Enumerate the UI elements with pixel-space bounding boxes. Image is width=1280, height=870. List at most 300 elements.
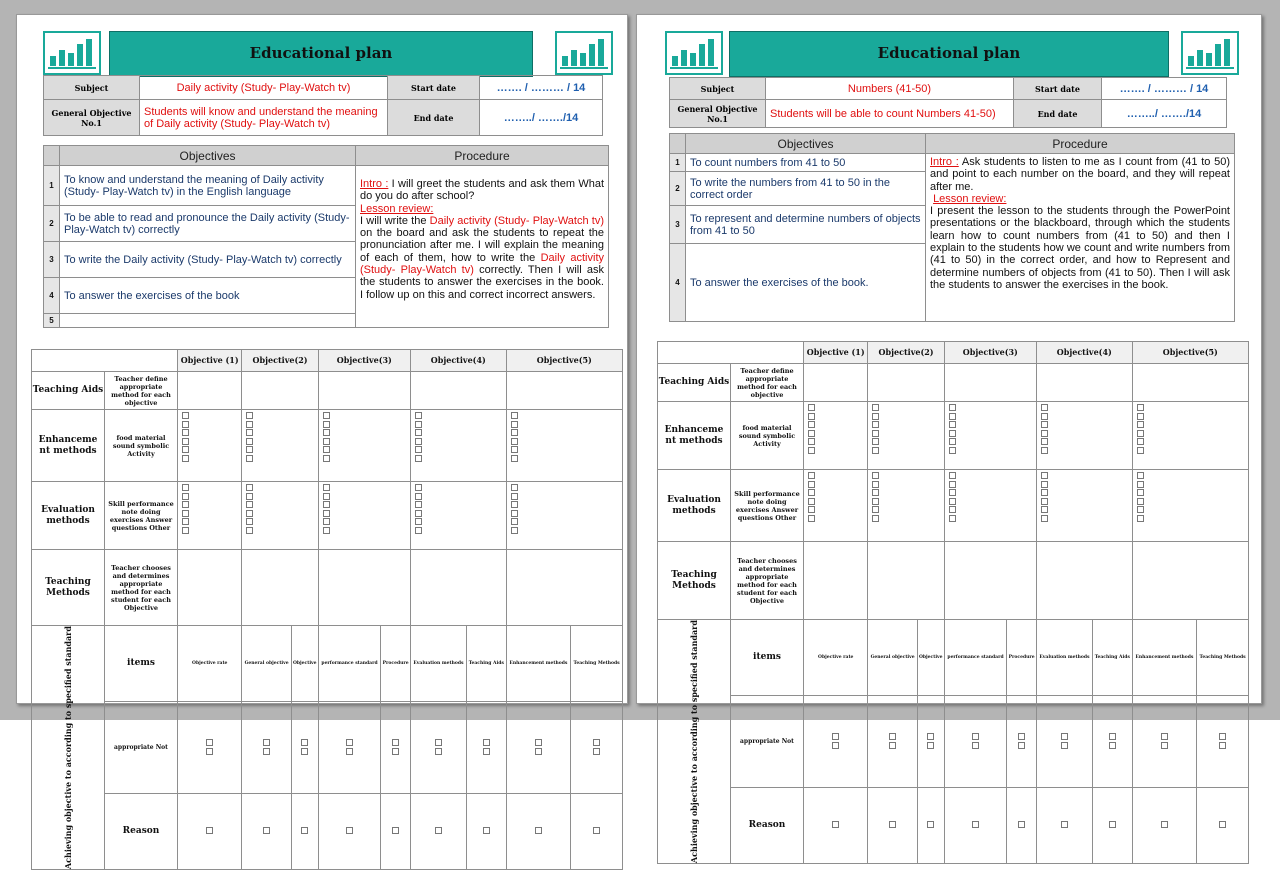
- checkbox[interactable]: [346, 739, 353, 746]
- checkbox[interactable]: [949, 413, 956, 420]
- checkbox[interactable]: [1137, 489, 1144, 496]
- grid-cell: [1132, 402, 1248, 470]
- checkbox[interactable]: [301, 739, 308, 746]
- checkbox[interactable]: [301, 827, 308, 834]
- right-page-title: Educational plan: [877, 44, 1021, 62]
- checkbox[interactable]: [182, 455, 189, 462]
- checkbox[interactable]: [511, 510, 518, 517]
- chart-logo-icon: [555, 31, 613, 75]
- checkbox[interactable]: [392, 827, 399, 834]
- checkbox[interactable]: [872, 506, 879, 513]
- objectives-header: Objectives: [686, 134, 926, 154]
- checkbox[interactable]: [1219, 733, 1226, 740]
- checkbox[interactable]: [808, 421, 815, 428]
- checkbox[interactable]: [949, 489, 956, 496]
- grid-cell[interactable]: [178, 550, 242, 626]
- row-sub-label: food material sound symbolic Activity: [105, 410, 178, 482]
- checkbox[interactable]: [511, 429, 518, 436]
- grid-cell: [466, 794, 506, 870]
- checkbox[interactable]: [246, 493, 253, 500]
- checkbox[interactable]: [246, 518, 253, 525]
- grid-cell: [318, 482, 410, 550]
- checkbox[interactable]: [182, 446, 189, 453]
- checkbox[interactable]: [872, 447, 879, 454]
- checkbox[interactable]: [246, 510, 253, 517]
- checkbox[interactable]: [182, 438, 189, 445]
- checkbox[interactable]: [872, 481, 879, 488]
- checkbox[interactable]: [415, 438, 422, 445]
- checkbox[interactable]: [808, 498, 815, 505]
- checkbox[interactable]: [323, 527, 330, 534]
- checkbox[interactable]: [415, 518, 422, 525]
- checkbox[interactable]: [1137, 421, 1144, 428]
- checkbox[interactable]: [1041, 413, 1048, 420]
- row-sub-label: Teacher chooses and determines appropriate method for each student for each Objective: [731, 542, 804, 620]
- achieving-item: Evaluation methods: [410, 626, 466, 702]
- grid-cell: [1036, 695, 1092, 788]
- general-objective-value: Students will be able to count Numbers 41-50): [766, 100, 1014, 128]
- checkbox[interactable]: [1137, 413, 1144, 420]
- checkbox[interactable]: [535, 748, 542, 755]
- checkbox[interactable]: [415, 429, 422, 436]
- grid-cell: [410, 482, 506, 550]
- achieving-item: Evaluation methods: [1036, 620, 1092, 696]
- left-page-title: Educational plan: [249, 44, 393, 62]
- checkbox[interactable]: [927, 742, 934, 749]
- checkbox[interactable]: [182, 493, 189, 500]
- checkbox[interactable]: [593, 827, 600, 834]
- checkbox[interactable]: [415, 446, 422, 453]
- checkbox[interactable]: [483, 748, 490, 755]
- checkbox[interactable]: [949, 438, 956, 445]
- grid-cell: [944, 788, 1007, 864]
- checkbox[interactable]: [263, 748, 270, 755]
- row-sub-label: food material sound symbolic Activity: [731, 402, 804, 470]
- checkbox[interactable]: [808, 413, 815, 420]
- checkbox[interactable]: [246, 455, 253, 462]
- grid-cell: [804, 788, 868, 864]
- checkbox[interactable]: [1109, 733, 1116, 740]
- checkbox[interactable]: [246, 527, 253, 534]
- grid-cell: [1092, 788, 1132, 864]
- grid-cell: [506, 410, 622, 482]
- row-sub-label: Teacher define appropriate method for each objective: [731, 364, 804, 402]
- checkbox[interactable]: [872, 413, 879, 420]
- checkbox[interactable]: [346, 827, 353, 834]
- grid-cell: [318, 701, 381, 794]
- checkbox[interactable]: [1018, 742, 1025, 749]
- checkbox[interactable]: [872, 515, 879, 522]
- chart-logo-icon: [1181, 31, 1239, 75]
- subject-label: Subject: [44, 76, 140, 100]
- checkbox[interactable]: [1041, 515, 1048, 522]
- checkbox[interactable]: [323, 421, 330, 428]
- grid-cell: [410, 410, 506, 482]
- grid-cell: [506, 701, 571, 794]
- checkbox[interactable]: [511, 412, 518, 419]
- checkbox[interactable]: [301, 748, 308, 755]
- objective-column-header: Objective(4): [1036, 342, 1132, 364]
- checkbox[interactable]: [972, 742, 979, 749]
- checkbox[interactable]: [1137, 438, 1144, 445]
- grid-cell: [291, 794, 318, 870]
- objective-number: 2: [44, 206, 60, 242]
- right-header-bar: [729, 31, 1169, 77]
- objective-item: To represent and determine numbers of objects from 41 to 50: [686, 206, 926, 244]
- grid-cell[interactable]: [868, 542, 944, 620]
- checkbox[interactable]: [323, 510, 330, 517]
- checkbox[interactable]: [949, 506, 956, 513]
- chart-logo-icon: [665, 31, 723, 75]
- checkbox[interactable]: [263, 827, 270, 834]
- checkbox[interactable]: [1219, 821, 1226, 828]
- checkbox[interactable]: [415, 412, 422, 419]
- checkbox[interactable]: [1061, 742, 1068, 749]
- checkbox[interactable]: [323, 438, 330, 445]
- checkbox[interactable]: [1161, 742, 1168, 749]
- checkbox[interactable]: [1137, 447, 1144, 454]
- subject-value: Numbers (41-50): [766, 78, 1014, 100]
- checkbox[interactable]: [323, 484, 330, 491]
- left-lesson-plan: [16, 14, 628, 870]
- checkbox[interactable]: [246, 501, 253, 508]
- checkbox[interactable]: [949, 498, 956, 505]
- checkbox[interactable]: [535, 827, 542, 834]
- checkbox[interactable]: [808, 506, 815, 513]
- checkbox[interactable]: [182, 518, 189, 525]
- end-date-label: End date: [388, 100, 480, 136]
- checkbox[interactable]: [872, 472, 879, 479]
- checkbox[interactable]: [323, 501, 330, 508]
- checkbox[interactable]: [1041, 430, 1048, 437]
- checkbox[interactable]: [927, 821, 934, 828]
- checkbox[interactable]: [323, 518, 330, 525]
- checkbox[interactable]: [949, 472, 956, 479]
- checkbox[interactable]: [246, 429, 253, 436]
- grid-cell: [571, 701, 623, 794]
- checkbox[interactable]: [1041, 404, 1048, 411]
- checkbox[interactable]: [949, 515, 956, 522]
- checkbox[interactable]: [1137, 506, 1144, 513]
- appropriate-label: appropriate Not: [105, 701, 178, 794]
- grid-cell: [868, 402, 944, 470]
- checkbox[interactable]: [415, 510, 422, 517]
- checkbox[interactable]: [323, 446, 330, 453]
- checkbox[interactable]: [1041, 506, 1048, 513]
- checkbox[interactable]: [1041, 421, 1048, 428]
- checkbox[interactable]: [246, 412, 253, 419]
- checkbox[interactable]: [808, 489, 815, 496]
- grid-cell: [944, 402, 1036, 470]
- grid-cell: [242, 701, 291, 794]
- checkbox[interactable]: [808, 481, 815, 488]
- grid-cell[interactable]: [506, 550, 622, 626]
- checkbox[interactable]: [949, 404, 956, 411]
- checkbox[interactable]: [323, 455, 330, 462]
- checkbox[interactable]: [535, 739, 542, 746]
- checkbox[interactable]: [511, 493, 518, 500]
- checkbox[interactable]: [889, 821, 896, 828]
- objective-item: To be able to read and pronounce the Daily activity (Study- Play-Watch tv) correctly: [60, 206, 356, 242]
- grid-cell: [178, 410, 242, 482]
- checkbox[interactable]: [511, 527, 518, 534]
- intro-label: Intro :: [930, 156, 959, 168]
- checkbox[interactable]: [246, 484, 253, 491]
- checkbox[interactable]: [435, 827, 442, 834]
- grid-cell[interactable]: [944, 542, 1036, 620]
- checkbox[interactable]: [1109, 742, 1116, 749]
- start-date-value: ……. / ……… / 14: [480, 76, 603, 100]
- row-label: Teaching Methods: [32, 550, 105, 626]
- checkbox[interactable]: [1137, 404, 1144, 411]
- achieving-item: General objective: [242, 626, 291, 702]
- checkbox[interactable]: [1137, 498, 1144, 505]
- objective-column-header: Objective(5): [506, 350, 622, 372]
- checkbox[interactable]: [1041, 438, 1048, 445]
- checkbox[interactable]: [415, 493, 422, 500]
- checkbox[interactable]: [246, 446, 253, 453]
- checkbox[interactable]: [872, 489, 879, 496]
- checkbox[interactable]: [206, 748, 213, 755]
- objective-number: 3: [670, 206, 686, 244]
- row-label: Enhanceme nt methods: [658, 402, 731, 470]
- grid-cell[interactable]: [1132, 364, 1248, 402]
- checkbox[interactable]: [1161, 733, 1168, 740]
- grid-cell[interactable]: [242, 372, 318, 410]
- grid-cell: [178, 482, 242, 550]
- checkbox[interactable]: [1161, 821, 1168, 828]
- grid-cell[interactable]: [1036, 542, 1132, 620]
- checkbox[interactable]: [263, 739, 270, 746]
- checkbox[interactable]: [949, 481, 956, 488]
- achieving-item: Procedure: [381, 626, 411, 702]
- checkbox[interactable]: [872, 404, 879, 411]
- checkbox[interactable]: [1219, 742, 1226, 749]
- checkbox[interactable]: [593, 748, 600, 755]
- grid-cell: [466, 701, 506, 794]
- checkbox[interactable]: [415, 501, 422, 508]
- objective-column-header: Objective(3): [318, 350, 410, 372]
- checkbox[interactable]: [511, 501, 518, 508]
- checkbox[interactable]: [182, 412, 189, 419]
- checkbox[interactable]: [346, 748, 353, 755]
- grid-cell: [381, 701, 411, 794]
- grid-cell[interactable]: [868, 364, 944, 402]
- grid-cell[interactable]: [318, 550, 410, 626]
- lesson-review-label: Lesson review:: [360, 202, 434, 215]
- row-sub-label: Teacher define appropriate method for each objective: [105, 372, 178, 410]
- row-sub-label: Skill performance note doing exercises Answer questions Other: [731, 470, 804, 542]
- checkbox[interactable]: [323, 429, 330, 436]
- checkbox[interactable]: [323, 493, 330, 500]
- checkbox[interactable]: [511, 421, 518, 428]
- start-date-label: Start date: [388, 76, 480, 100]
- grid-cell[interactable]: [318, 372, 410, 410]
- lesson-review-label: Lesson review:: [933, 192, 1007, 205]
- checkbox[interactable]: [483, 827, 490, 834]
- achieving-label-cell: [658, 620, 731, 864]
- checkbox[interactable]: [832, 821, 839, 828]
- grid-cell: [571, 794, 623, 870]
- achieving-item: Enhancement methods: [506, 626, 571, 702]
- grid-cell: [804, 695, 868, 788]
- objective-number: 4: [44, 278, 60, 314]
- grid-cell: [944, 470, 1036, 542]
- achieving-item: Objective rate: [178, 626, 242, 702]
- grid-cell: [804, 402, 868, 470]
- grid-cell: [1007, 788, 1037, 864]
- checkbox[interactable]: [808, 447, 815, 454]
- checkbox[interactable]: [206, 739, 213, 746]
- checkbox[interactable]: [392, 748, 399, 755]
- achieving-item: Teaching Methods: [571, 626, 623, 702]
- checkbox[interactable]: [1018, 821, 1025, 828]
- objective-number: 3: [44, 242, 60, 278]
- checkbox[interactable]: [832, 742, 839, 749]
- grid-cell[interactable]: [804, 542, 868, 620]
- general-objective-value: Students will know and understand the meaning of Daily activity (Study- Play-Watch tv): [140, 100, 388, 136]
- achieving-item: Procedure: [1007, 620, 1037, 696]
- grid-cell: [381, 794, 411, 870]
- appropriate-label: appropriate Not: [731, 695, 804, 788]
- checkbox[interactable]: [415, 455, 422, 462]
- checkbox[interactable]: [949, 430, 956, 437]
- grid-cell[interactable]: [1036, 364, 1132, 402]
- objective-item: To know and understand the meaning of Daily activity (Study- Play-Watch tv) in the English language: [60, 166, 356, 206]
- checkbox[interactable]: [392, 739, 399, 746]
- procedure-highlight: Daily activity (Study- Play-Watch tv): [360, 251, 605, 277]
- grid-cell[interactable]: [804, 364, 868, 402]
- checkbox[interactable]: [182, 527, 189, 534]
- objective-item: To write the numbers from 41 to 50 in the correct order: [686, 172, 926, 206]
- checkbox[interactable]: [1137, 481, 1144, 488]
- right-info-table: [669, 77, 1227, 128]
- checkbox[interactable]: [206, 827, 213, 834]
- objective-item: To count numbers from 41 to 50: [686, 154, 926, 172]
- checkbox[interactable]: [1061, 821, 1068, 828]
- grid-cell: [178, 701, 242, 794]
- checkbox[interactable]: [323, 412, 330, 419]
- grid-cell[interactable]: [410, 550, 506, 626]
- grid-cell: [318, 410, 410, 482]
- checkbox[interactable]: [872, 498, 879, 505]
- achieving-item: performance standard: [944, 620, 1007, 696]
- checkbox[interactable]: [808, 438, 815, 445]
- end-date-label: End date: [1014, 100, 1102, 128]
- checkbox[interactable]: [511, 446, 518, 453]
- checkbox[interactable]: [511, 455, 518, 462]
- grid-cell[interactable]: [1132, 542, 1248, 620]
- checkbox[interactable]: [182, 421, 189, 428]
- checkbox[interactable]: [972, 733, 979, 740]
- checkbox[interactable]: [832, 733, 839, 740]
- checkbox[interactable]: [889, 742, 896, 749]
- checkbox[interactable]: [415, 421, 422, 428]
- objective-column-header: Objective(5): [1132, 342, 1248, 364]
- checkbox[interactable]: [1041, 481, 1048, 488]
- checkbox[interactable]: [927, 733, 934, 740]
- checkbox[interactable]: [972, 821, 979, 828]
- procedure-highlight: Daily activity (Study- Play-Watch tv): [429, 214, 604, 227]
- grid-cell[interactable]: [506, 372, 622, 410]
- checkbox[interactable]: [808, 430, 815, 437]
- checkbox[interactable]: [1041, 447, 1048, 454]
- grid-cell: [291, 701, 318, 794]
- checkbox[interactable]: [1041, 498, 1048, 505]
- checkbox[interactable]: [949, 421, 956, 428]
- right-evaluation-grid: [657, 341, 1249, 864]
- left-evaluation-grid: [31, 349, 623, 870]
- start-date-value: ……. / ……… / 14: [1102, 78, 1227, 100]
- grid-cell: [1197, 695, 1249, 788]
- grid-cell: [506, 482, 622, 550]
- checkbox[interactable]: [808, 515, 815, 522]
- objective-number: 2: [670, 172, 686, 206]
- row-sub-label: Teacher chooses and determines appropriate method for each student for each Objective: [105, 550, 178, 626]
- procedure-text: [926, 154, 1235, 322]
- checkbox[interactable]: [949, 447, 956, 454]
- checkbox[interactable]: [483, 739, 490, 746]
- checkbox[interactable]: [872, 421, 879, 428]
- intro-label: Intro :: [360, 178, 389, 190]
- checkbox[interactable]: [593, 739, 600, 746]
- grid-cell[interactable]: [178, 372, 242, 410]
- checkbox[interactable]: [889, 733, 896, 740]
- achieving-item: performance standard: [318, 626, 381, 702]
- grid-cell: [506, 794, 571, 870]
- grid-cell: [1036, 470, 1132, 542]
- grid-cell: [242, 410, 318, 482]
- checkbox[interactable]: [1041, 489, 1048, 496]
- grid-cell: [318, 794, 381, 870]
- checkbox[interactable]: [435, 748, 442, 755]
- checkbox[interactable]: [1137, 472, 1144, 479]
- checkbox[interactable]: [511, 484, 518, 491]
- checkbox[interactable]: [182, 501, 189, 508]
- checkbox[interactable]: [246, 421, 253, 428]
- checkbox[interactable]: [808, 404, 815, 411]
- checkbox[interactable]: [1041, 472, 1048, 479]
- right-objectives-table: [669, 133, 1235, 322]
- checkbox[interactable]: [1109, 821, 1116, 828]
- checkbox[interactable]: [1061, 733, 1068, 740]
- achieving-item: Teaching Aids: [466, 626, 506, 702]
- objective-item: [60, 314, 356, 328]
- checkbox[interactable]: [415, 484, 422, 491]
- checkbox[interactable]: [872, 430, 879, 437]
- checkbox[interactable]: [182, 429, 189, 436]
- checkbox[interactable]: [1137, 430, 1144, 437]
- checkbox[interactable]: [1018, 733, 1025, 740]
- checkbox[interactable]: [511, 518, 518, 525]
- checkbox[interactable]: [1137, 515, 1144, 522]
- subject-value: Daily activity (Study- Play-Watch tv): [140, 76, 388, 100]
- checkbox[interactable]: [415, 527, 422, 534]
- checkbox[interactable]: [511, 438, 518, 445]
- grid-cell: [1197, 788, 1249, 864]
- grid-cell[interactable]: [410, 372, 506, 410]
- objective-number: 1: [44, 166, 60, 206]
- checkbox[interactable]: [182, 510, 189, 517]
- grid-cell[interactable]: [944, 364, 1036, 402]
- checkbox[interactable]: [246, 438, 253, 445]
- checkbox[interactable]: [182, 484, 189, 491]
- procedure-part: correctly. Then I will ask the students to answer the exercises in the book. I follow up on this and correct incorrect answers.: [360, 264, 604, 301]
- checkbox[interactable]: [435, 739, 442, 746]
- checkbox[interactable]: [808, 472, 815, 479]
- grid-cell[interactable]: [242, 550, 318, 626]
- checkbox[interactable]: [872, 438, 879, 445]
